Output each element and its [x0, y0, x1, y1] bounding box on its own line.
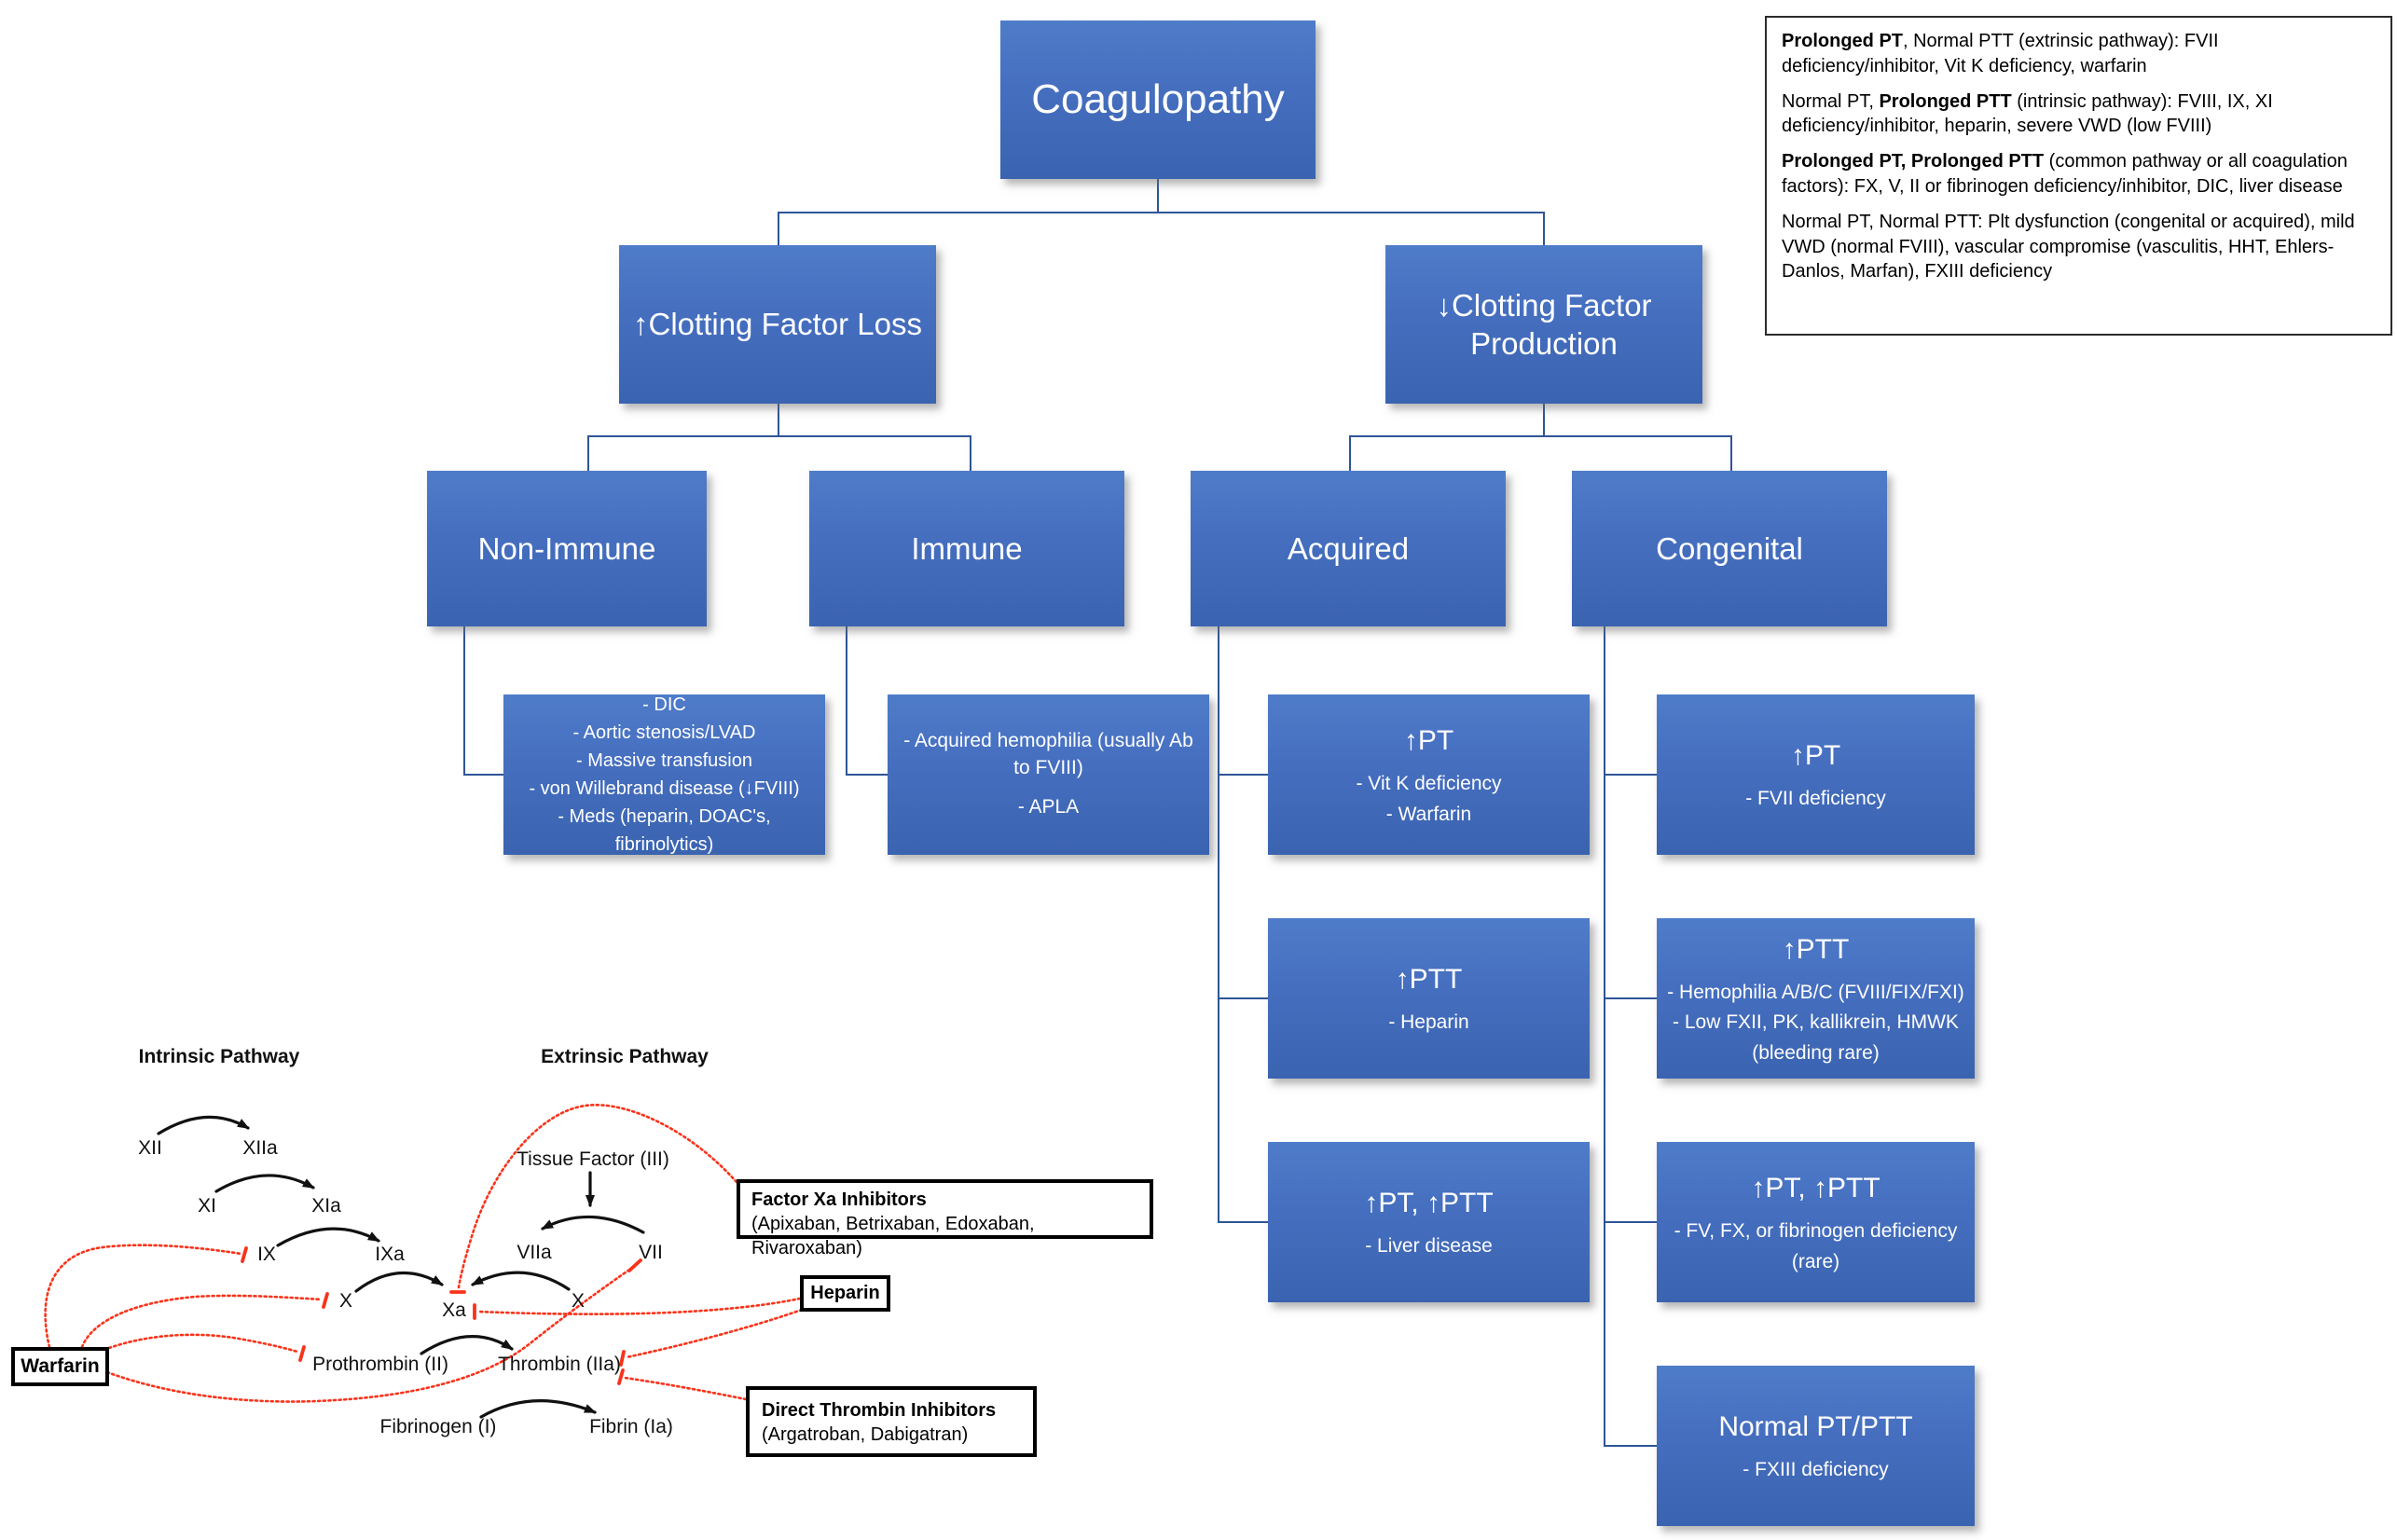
- node-clotting-factor-loss-label: ↑Clotting Factor Loss: [633, 307, 922, 342]
- node-clotting-factor-production: [1385, 245, 1702, 404]
- test-item: - Warfarin: [1385, 803, 1472, 825]
- detail-line: - Acquired hemophilia (usually Ab to FVIII): [903, 730, 1193, 778]
- connector: [1604, 626, 1605, 1447]
- arrow-vii-to-viia: [543, 1217, 643, 1232]
- acquired-ptt-box: [1268, 918, 1590, 1079]
- arrow-x-to-xa-intrinsic: [356, 1273, 442, 1291]
- test-item: - Vit K deficiency: [1356, 772, 1502, 794]
- detail-line: - APLA: [1017, 796, 1080, 818]
- test-item: - Low FXII, PK, kallikrein, HMWK (bleeding rare): [1673, 1011, 1959, 1064]
- acquired-pt-ptt-box: [1268, 1142, 1590, 1302]
- connector: [587, 435, 589, 472]
- test-heading: ↑PT, ↑PTT: [1364, 1188, 1494, 1219]
- coagulation-cascade: [0, 1025, 1212, 1540]
- test-heading: ↑PT: [1403, 724, 1454, 756]
- arrow-prothrombin-to-thrombin: [421, 1337, 512, 1354]
- connector: [1218, 1221, 1270, 1223]
- factor-ix: IX: [257, 1244, 276, 1265]
- connector: [970, 435, 971, 472]
- intrinsic-pathway-header: Intrinsic Pathway: [138, 1046, 300, 1067]
- factor-xa-inhibitors-box: [737, 1179, 1153, 1258]
- legend-paragraph: Normal PT, Prolonged PTT (intrinsic pathway): FVIII, IX, XI deficiency/inhibitor, heparin, severe VWD (low FVIII): [1782, 90, 2273, 137]
- inhibit-factor-xa-inhibitors-xa: [459, 1105, 737, 1287]
- inhibit-heparin-xa: [478, 1299, 800, 1314]
- connector: [1604, 1221, 1659, 1223]
- inhibit-warfarin-x: [82, 1296, 322, 1347]
- connector: [1349, 435, 1731, 437]
- tbar-ix: [242, 1248, 246, 1261]
- test-item: - Heparin: [1388, 1011, 1469, 1034]
- direct-thrombin-inhibitors-examples: (Argatroban, Dabigatran): [762, 1424, 969, 1445]
- connector: [1157, 179, 1159, 213]
- direct-thrombin-inhibitors-title: Direct Thrombin Inhibitors: [762, 1400, 997, 1421]
- node-congenital-label: Congenital: [1656, 530, 1803, 566]
- factor-xa-inhibitors-title: Factor Xa Inhibitors: [751, 1189, 927, 1210]
- inhibit-warfarin-prothrombin: [109, 1335, 297, 1352]
- congenital-pt-ptt-box: [1657, 1142, 1975, 1302]
- connector: [1730, 435, 1732, 472]
- congenital-ptt-box: [1657, 918, 1975, 1079]
- detail-line: - Meds (heparin, DOAC's, fibrinolytics): [558, 806, 771, 855]
- factor-viia: VIIa: [517, 1242, 552, 1263]
- connector: [778, 212, 779, 246]
- factor-xii: XII: [138, 1137, 162, 1159]
- connector: [463, 626, 465, 775]
- detail-line: - DIC: [642, 694, 686, 715]
- inhibit-dti-thrombin: [625, 1378, 746, 1399]
- connector: [1543, 404, 1545, 436]
- node-non-immune: [427, 471, 707, 626]
- congenital-pt-box: [1657, 694, 1975, 855]
- test-heading: ↑PTT: [1782, 933, 1850, 965]
- extrinsic-pathway-header: Extrinsic Pathway: [541, 1046, 709, 1067]
- node-congenital: [1572, 471, 1887, 626]
- inhibit-heparin-thrombin: [627, 1310, 802, 1357]
- factor-xa: Xa: [442, 1299, 466, 1321]
- test-item: - Liver disease: [1365, 1235, 1493, 1258]
- connector: [1349, 435, 1351, 472]
- factor-thrombin: Thrombin (IIa): [498, 1354, 621, 1375]
- factor-xiia: XIIa: [242, 1137, 278, 1159]
- direct-thrombin-inhibitors-box: [746, 1386, 1037, 1457]
- factor-xia: XIa: [311, 1195, 341, 1217]
- detail-line: - Aortic stenosis/LVAD: [572, 722, 756, 743]
- connector: [778, 212, 1545, 213]
- node-clotting-factor-loss: [619, 245, 936, 404]
- node-clotting-factor-production-label: ↓Clotting Factor Production: [1436, 287, 1652, 361]
- factor-tissue-factor: Tissue Factor (III): [517, 1148, 669, 1170]
- connector: [1543, 212, 1545, 246]
- tbar-thrombin-upper: [621, 1352, 624, 1365]
- node-coagulopathy-label: Coagulopathy: [1031, 76, 1285, 122]
- connector: [463, 774, 505, 776]
- non-immune-details-box: [503, 694, 825, 855]
- node-coagulopathy: [1000, 21, 1316, 179]
- detail-line: - von Willebrand disease (↓FVIII): [529, 778, 800, 799]
- node-acquired: [1191, 471, 1506, 626]
- legend-paragraph: Normal PT, Normal PTT: Plt dysfunction (congenital or acquired), mild VWD (normal FVIII), vascular compromise (vasculitis, HHT, Ehlers-Danlos, Marfan), FXIII deficiency: [1782, 211, 2355, 282]
- connector: [1218, 774, 1270, 776]
- factor-x-intrinsic: X: [338, 1290, 353, 1312]
- factor-vii: VII: [639, 1242, 663, 1263]
- test-heading: ↑PTT: [1395, 964, 1463, 996]
- heparin-box: [800, 1275, 890, 1312]
- factor-ixa: IXa: [375, 1244, 405, 1265]
- warfarin-label: Warfarin: [21, 1355, 100, 1377]
- factor-fibrinogen: Fibrinogen (I): [379, 1416, 497, 1437]
- node-immune: [809, 471, 1124, 626]
- factor-xi: XI: [198, 1195, 216, 1217]
- detail-line: - Massive transfusion: [576, 750, 752, 771]
- arrow-xii-to-xiia: [158, 1117, 248, 1134]
- immune-details-box: [888, 694, 1209, 855]
- node-non-immune-label: Non-Immune: [477, 530, 656, 566]
- test-heading: ↑PT: [1790, 740, 1841, 772]
- node-acquired-label: Acquired: [1287, 530, 1410, 566]
- legend-paragraph: Prolonged PT, Normal PTT (extrinsic pathway): FVII deficiency/inhibitor, Vit K deficiency, warfarin: [1782, 31, 2219, 76]
- congenital-normal-box: [1657, 1366, 1975, 1526]
- connector: [1218, 626, 1219, 1223]
- factor-x-extrinsic: X: [571, 1290, 585, 1312]
- test-item: - FV, FX, or fibrinogen deficiency (rare): [1674, 1219, 1958, 1272]
- connector: [778, 404, 779, 436]
- connector: [1604, 997, 1659, 999]
- node-immune-label: Immune: [911, 530, 1023, 566]
- connector: [1604, 774, 1659, 776]
- arrow-fibrinogen-to-fibrin: [481, 1401, 595, 1417]
- heparin-label: Heparin: [810, 1283, 880, 1303]
- connector: [846, 626, 847, 775]
- connector: [587, 435, 971, 437]
- tbar-x: [324, 1294, 327, 1307]
- factor-fibrin: Fibrin (Ia): [589, 1416, 673, 1437]
- pt-ptt-legend-box: [1765, 16, 2392, 336]
- connector: [1218, 997, 1270, 999]
- test-item: - FVII deficiency: [1745, 788, 1886, 810]
- test-heading: Normal PT/PTT: [1718, 1411, 1913, 1443]
- acquired-pt-box: [1268, 694, 1590, 855]
- connector: [846, 774, 889, 776]
- test-item: - Hemophilia A/B/C (FVIII/FIX/FXI): [1667, 981, 1964, 1003]
- connector: [1604, 1445, 1659, 1447]
- arrow-ix-to-ixa: [278, 1229, 379, 1245]
- tbar-prothrombin: [300, 1347, 304, 1360]
- arrow-xi-to-xia: [216, 1176, 313, 1191]
- test-heading: ↑PT, ↑PTT: [1751, 1172, 1880, 1203]
- legend-paragraph: Prolonged PT, Prolonged PTT (common pathway or all coagulation factors): FX, V, II or fibrinogen deficiency/inhibitor, DIC, liver disease: [1782, 151, 2348, 197]
- factor-xa-inhibitors-examples: (Apixaban, Betrixaban, Edoxaban, Rivaroxaban): [751, 1214, 1035, 1258]
- warfarin-box: [11, 1347, 109, 1386]
- factor-prothrombin: Prothrombin (II): [312, 1354, 448, 1375]
- test-item: - FXIII deficiency: [1743, 1459, 1889, 1481]
- arrow-x-to-xa-extrinsic: [473, 1272, 569, 1289]
